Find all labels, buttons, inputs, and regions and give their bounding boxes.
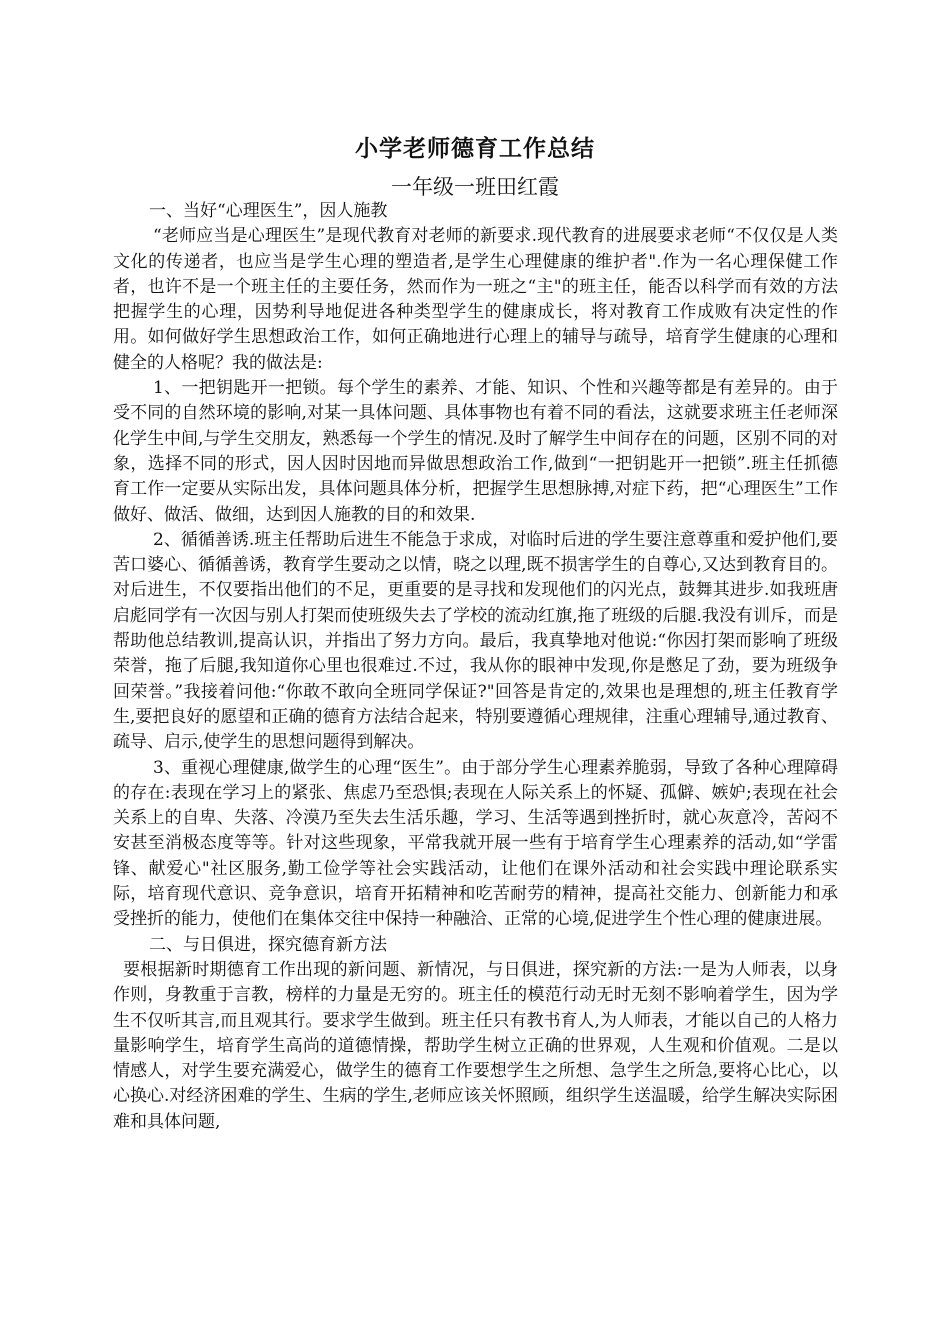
paragraph-intro: “老师应当是心理医生”是现代教育对老师的新要求.现代教育的进展要求老师“不仅仅是人类文化的传递者，也应当是学生心理的塑造者,是学生心理健康的维护者".作为一名心理保健工作者，也许不是一个班主任的主要任务，然而作为一班之“主"的班主任，能否以科学而有效的方法把握学生的心理，因势利导地促进各种类型学生的健康成长，将对教育工作成败有决定性的作用。如何做好学生思想政治工作，如何正确地进行心理上的辅导与疏导，培育学生健康的心理和健全的人格呢？我的做法是:	[113, 226, 838, 373]
document-author: 一年级一班田红霞	[391, 175, 559, 199]
paragraph-2: 2、循循善诱.班主任帮助后进生不能急于求成，对临时后进的学生要注意尊重和爱护他们,要苦口婆心、循循善诱，教育学生要动之以情，晓之以理,既不损害学生的自尊心,又达到教育目的。对后进生，不仅要指出他们的不足，更重要的是寻找和发现他们的闪光点，鼓舞其进步.如我班唐启彪同学有一次因与别人打架而使班级失去了学校的流动红旗,拖了班级的后腿.我没有训斥，而是帮助他总结教训,提高认识，并指出了努力方向。最后，我真挚地对他说:“你因打架而影响了班级荣誉，拖了后腿,我知道你心里也很难过.不过，我从你的眼神中发现,你是憋足了劲，要为班级争回荣誉。”我接着问他:“你敢不敢向全班同学保证?"回答是肯定的,效果也是理想的,班主任教育学生,要把良好的愿望和正确的德育方法结合起来，特别要遵循心理规律，注重心理辅导,通过教育、疏导、启示,使学生的思想问题得到解决。	[113, 529, 838, 753]
paragraph-4: 要根据新时期德育工作出现的新问题、新情况，与日俱进，探究新的方法:一是为人师表，以身作则，身教重于言教，榜样的力量是无穷的。班主任的模范行动无时无刻不影响着学生，因为学生不仅听其言,而且观其行。要求学生做到。班主任只有教书育人,为人师表，才能以自己的人格力量影响学生，培育学生高尚的道德情操，帮助学生树立正确的世界观，人生观和价值观。二是以情感人，对学生要充满爱心，做学生的德育工作要想学生之所想、急学生之所急,要将心比心，以心换心.对经济困难的学生、生病的学生,老师应该关怀照顾，组织学生送温暖，给学生解决实际困难和具体问题,	[113, 959, 838, 1132]
paragraph-1: 1、一把钥匙开一把锁。每个学生的素养、才能、知识、个性和兴趣等都是有差异的。由于受不同的自然环境的影响,对某一具体问题、具体事物也有着不同的看法，这就要求班主任老师深化学生中间,与学生交朋友，熟悉每一个学生的情况.及时了解学生中间存在的问题，区别不同的对象，选择不同的形式，因人因时因地而异做思想政治工作,做到“一把钥匙开一把锁”.班主任抓德育工作一定要从实际出发，具体问题具体分析，把握学生思想脉搏,对症下药，把“心理医生”工作做好、做活、做细，达到因人施教的目的和效果.	[113, 378, 838, 525]
section-heading-2: 二、与日俱进，探究德育新方法	[149, 934, 387, 955]
section-heading-1: 一、当好“心理医生”，因人施教	[149, 201, 388, 221]
document-body	[113, 199, 838, 1135]
document-title: 小学老师德育工作总结	[355, 136, 595, 162]
paragraph-3: 3、重视心理健康,做学生的心理“医生”。由于部分学生心理素养脆弱，导致了各种心理障碍的存在:表现在学习上的紧张、焦虑乃至恐惧;表现在人际关系上的怀疑、孤僻、嫉妒;表现在社会关系上的自卑、失落、冷漠乃至失去生活乐趣，学习、生活等遇到挫折时，就心灰意冷，苦闷不安甚至消极态度等等。针对这些现象，平常我就开展一些有于培育学生心理素养的活动,如“学雷锋、献爱心"社区服务,勤工俭学等社会实践活动，让他们在课外活动和社会实践中理论联系实际，培育现代意识、竞争意识，培育开拓精神和吃苦耐劳的精神，提高社交能力、创新能力和承受挫折的能力，使他们在集体交往中保持一种融洽、正常的心境,促进学生个性心理的健康进展。	[113, 757, 838, 930]
